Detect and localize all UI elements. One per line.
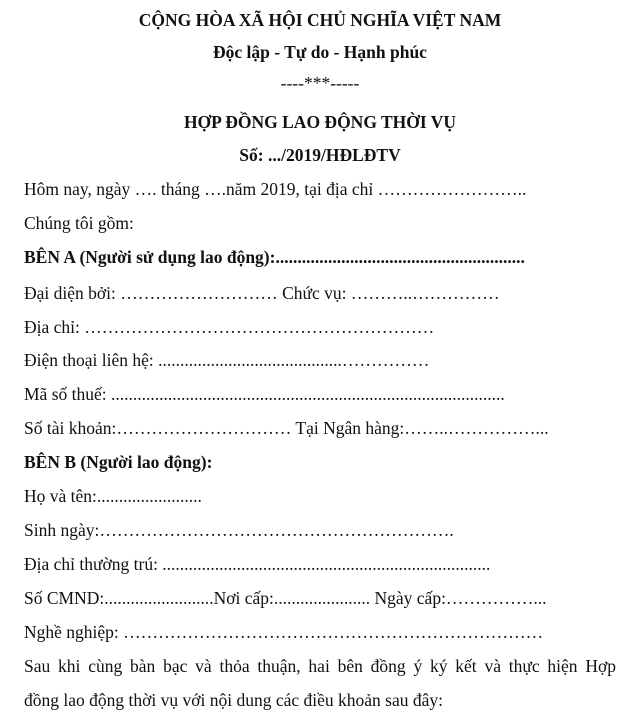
party-b-heading: BÊN B (Người lao động): [24,452,213,472]
party-b-id: Số CMND:.........................Nơi cấp:...................... Ngày cấp:……………... [24,588,547,608]
party-a-heading: BÊN A (Người sử dụng lao động):......................................................... [24,247,525,267]
nation-heading: CỘNG HÒA XÃ HỘI CHỦ NGHĨA VIỆT NAM [138,10,502,30]
party-a-representative: Đại diện bởi: ……………………… Chức vụ: ………..…………… [24,283,500,303]
party-a-address: Địa chỉ: …………………………………………………… [24,317,435,337]
document-title: HỢP ĐỒNG LAO ĐỘNG THỜI VỤ [183,112,457,132]
party-b-birth: Sinh ngày:……………………………………………………. [24,520,454,540]
parties-intro: Chúng tôi gồm: [24,213,134,233]
separator: ----***----- [280,73,360,93]
date-line: Hôm nay, ngày …. tháng ….năm 2019, tại địa chỉ …………………….. [24,179,527,199]
agreement-line-1: Sau khi cùng bàn bạc và thỏa thuận, hai bên đồng ý ký kết và thực hiện Hợp [24,656,616,676]
party-a-tax-code: Mã số thuế: .......................................................................................... [24,384,505,404]
document-number: Số: .../2019/HĐLĐTV [239,145,401,165]
motto: Độc lập - Tự do - Hạnh phúc [213,42,427,62]
party-b-name: Họ và tên:........................ [24,486,202,506]
party-a-phone: Điện thoại liên hệ: ..........................................…………… [24,350,430,370]
party-b-occupation: Nghề nghiệp: ……………………………………………………………… [24,622,544,642]
agreement-line-2: đồng lao động thời vụ với nội dung các điều khoản sau đây: [24,690,443,710]
party-a-bank: Số tài khoản:………………………… Tại Ngân hàng:……..……………... [24,418,549,438]
party-b-residence: Địa chỉ thường trú: ........................................................................... [24,554,491,574]
